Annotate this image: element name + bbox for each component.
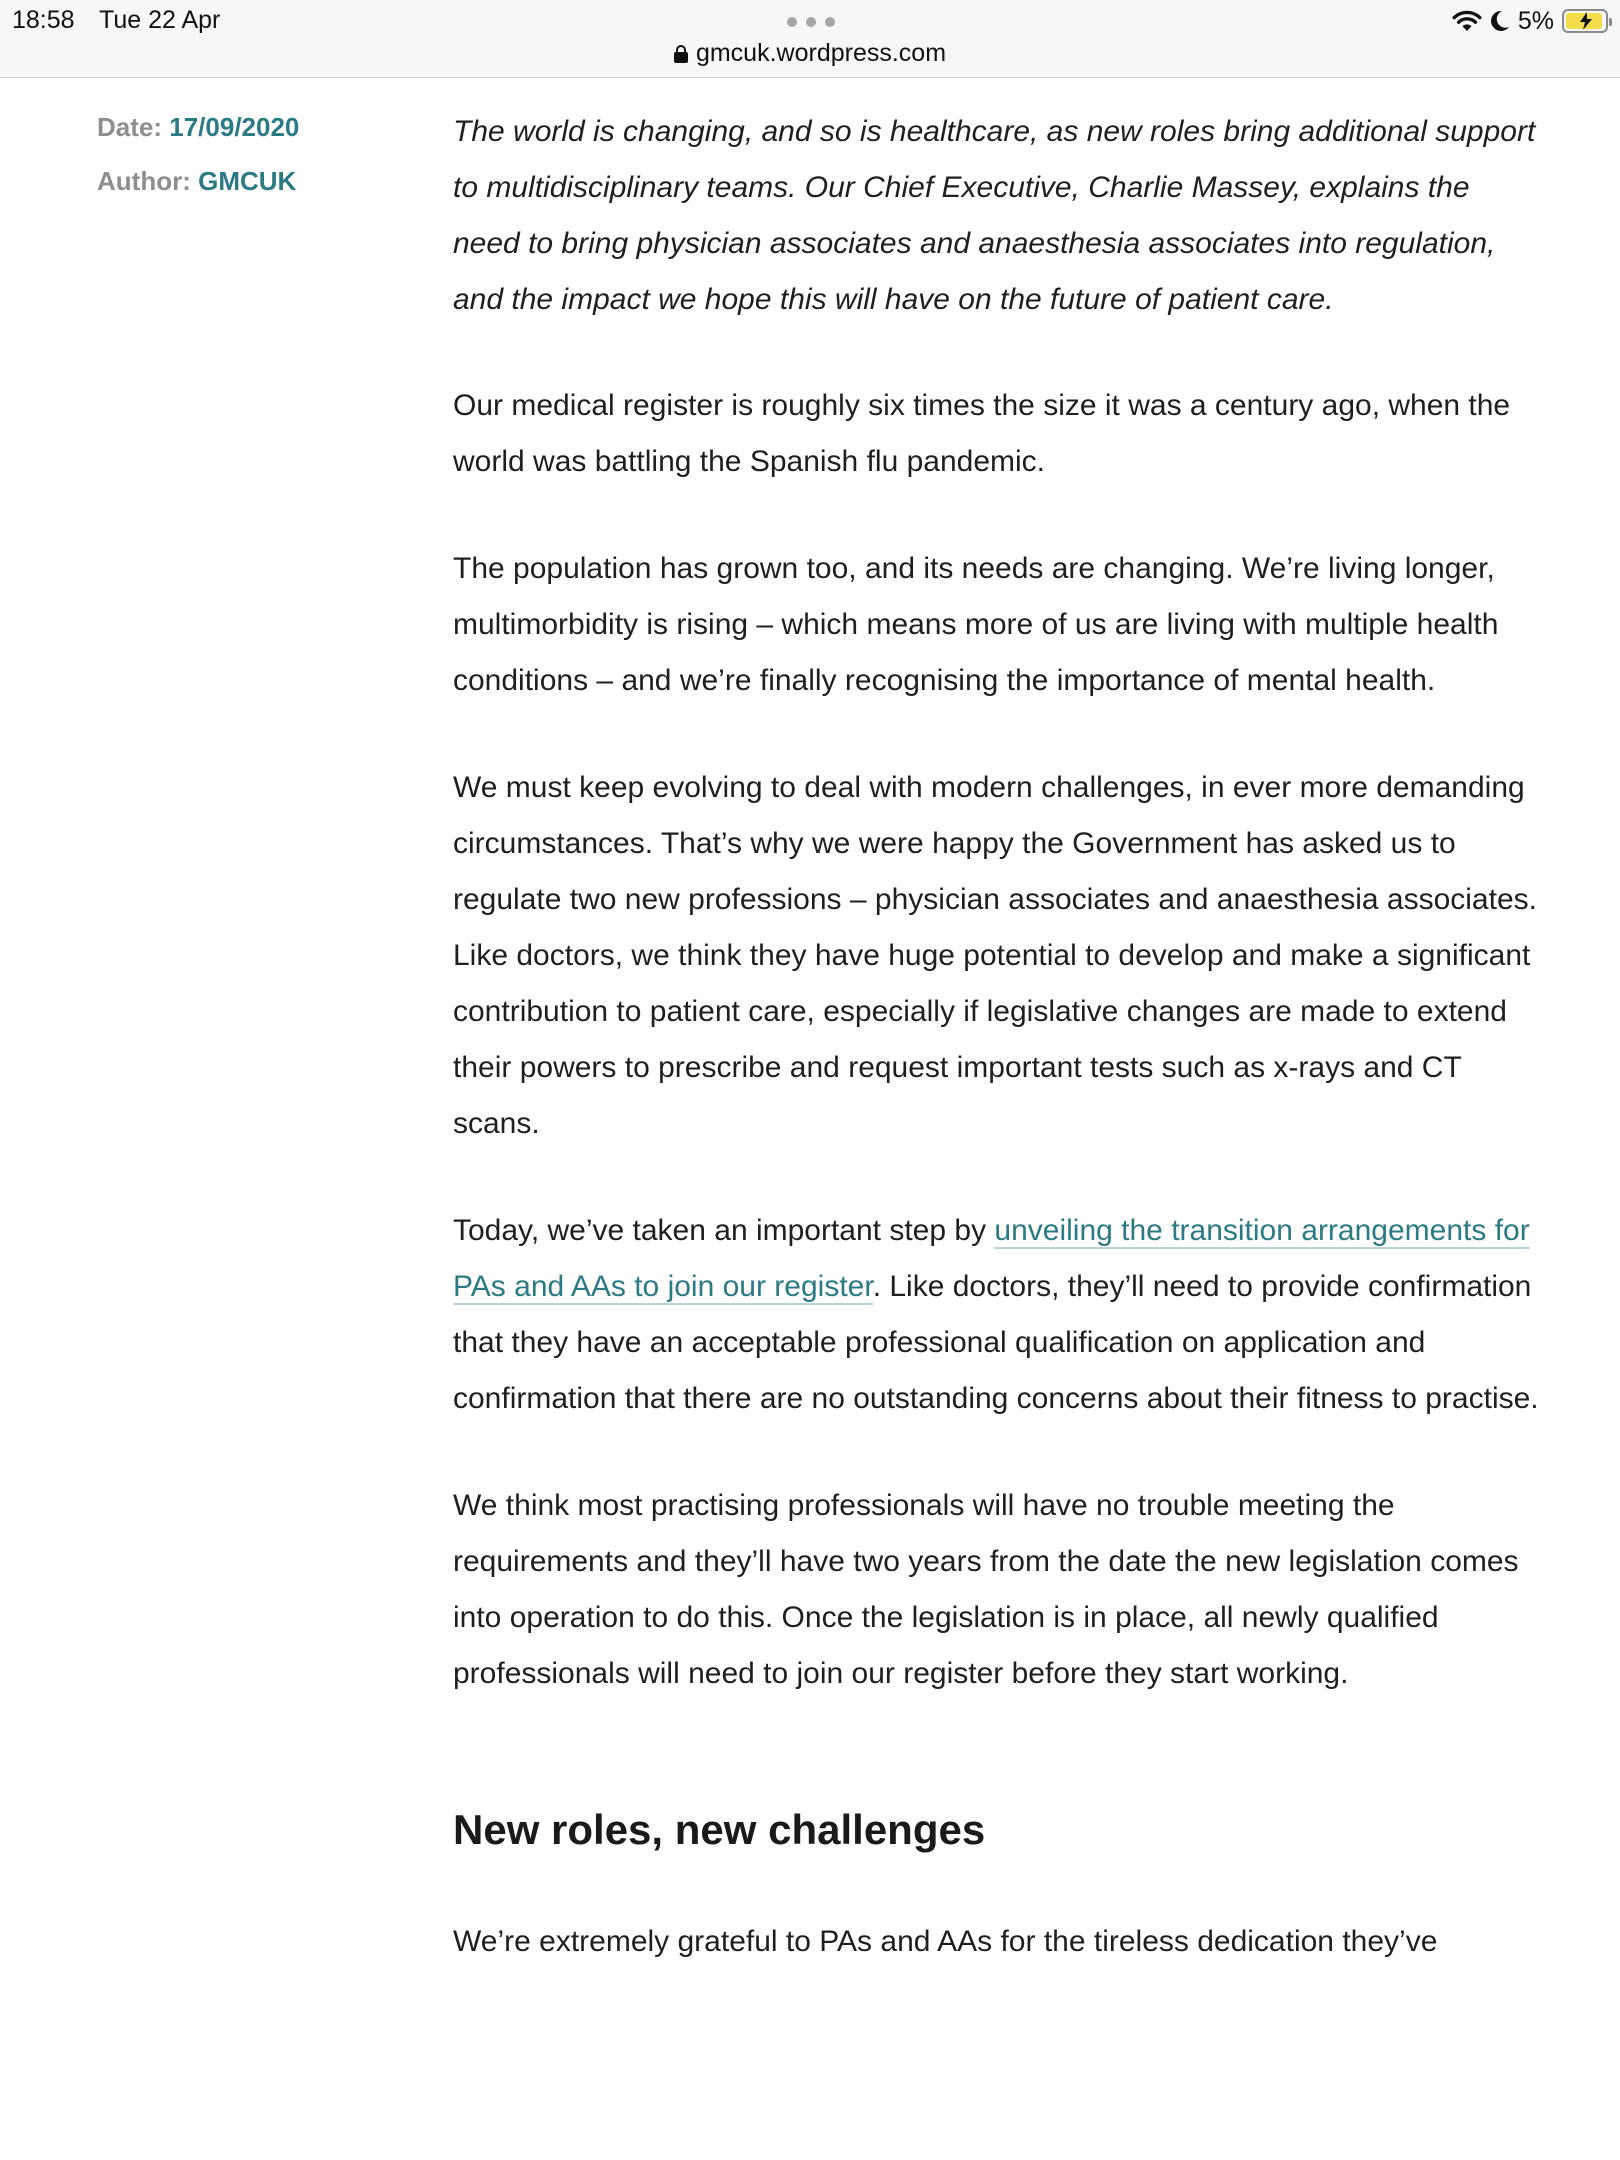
wifi-icon xyxy=(1452,10,1482,32)
article-paragraph xyxy=(453,1203,1543,1427)
url-text[interactable]: gmcuk.wordpress.com xyxy=(695,39,947,67)
article-paragraph: The population has grown too, and its needs are changing. We’re living longer, multimorbidity is rising – which means more of us are living with multiple health conditions – and we’re finally recognising the importance of mental health. xyxy=(453,552,1499,697)
address-bar[interactable] xyxy=(0,37,1620,69)
article-paragraph: We must keep evolving to deal with modern challenges, in ever more demanding circumstances. That’s why we were happy the Government has asked us to regulate two new professions – physician associates and anaesthesia associates. Like doctors, we think they have huge potential to develop and make a significant contribution to patient care, especially if legislative changes are made to extend their powers to prescribe and request important tests such as x-rays and CT scans. xyxy=(453,771,1537,1140)
transition-arrangements-link[interactable]: unveiling the transition arrangements for PAs and AAs to join our register xyxy=(453,1214,1530,1303)
moon-icon xyxy=(1490,10,1510,32)
author-label: Author: xyxy=(97,166,199,196)
lock-icon xyxy=(674,45,688,63)
battery-charging-icon xyxy=(1562,9,1608,33)
paragraph-text: . Like doctors, they’ll need to provide confirmation that they have an acceptable professional qualification on application and confirmation that there are no outstanding concerns about their fitness to practise. xyxy=(453,1270,1539,1415)
post-meta xyxy=(97,110,397,218)
section-heading: New roles, new challenges xyxy=(453,1806,986,1853)
status-time: 18:58 xyxy=(12,6,75,34)
article-intro: The world is changing, and so is healthcare, as new roles bring additional support to multidisciplinary teams. Our Chief Executive, Charlie Massey, explains the need to bring physician associates and anaesthesia associates into regulation, and the impact we hope this will have on the future of patient care. xyxy=(453,115,1536,316)
status-bar xyxy=(0,0,1620,78)
author-link[interactable]: GMCUK xyxy=(198,166,297,196)
date-value[interactable]: 17/09/2020 xyxy=(169,112,300,142)
paragraph-text: Today, we’ve taken an important step by xyxy=(453,1214,995,1247)
status-icons xyxy=(1452,6,1608,36)
date-label: Date: xyxy=(97,112,170,142)
status-date: Tue 22 Apr xyxy=(99,6,221,34)
post-author xyxy=(97,164,397,218)
post-date xyxy=(97,110,397,164)
battery-percent: 5% xyxy=(1517,7,1554,35)
article-body xyxy=(453,104,1543,1970)
article-paragraph: We think most practising professionals will have no trouble meeting the requirements and they’ll have two years from the date the new legislation comes into operation to do this. Once the legislation is in place, all newly qualified professionals will need to join our register before they start working. xyxy=(453,1489,1519,1690)
multitask-dots-icon[interactable] xyxy=(787,17,835,27)
article-paragraph: We’re extremely grateful to PAs and AAs for the tireless dedication they’ve xyxy=(453,1925,1438,1958)
article-paragraph: Our medical register is roughly six times the size it was a century ago, when the world was battling the Spanish flu pandemic. xyxy=(453,389,1511,478)
